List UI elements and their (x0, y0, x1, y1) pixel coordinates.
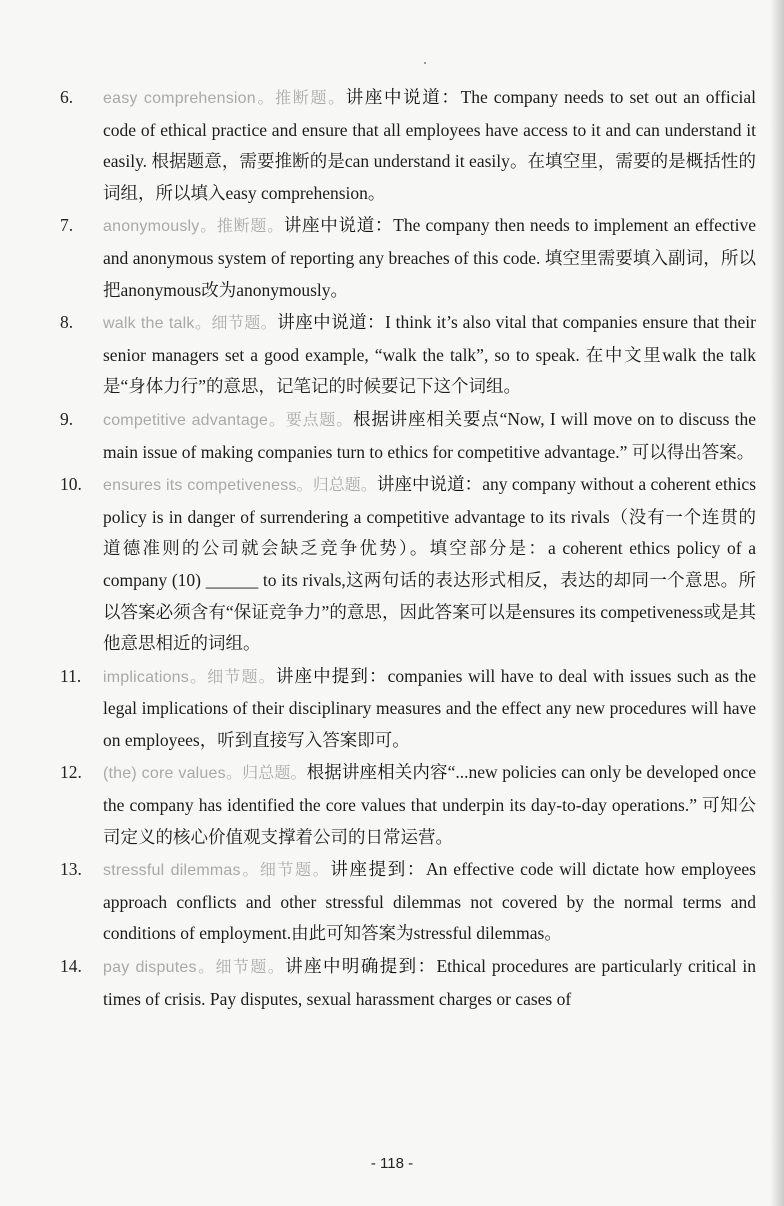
item-body (103, 404, 756, 468)
explanation-text: An effective code will dictate how employees approach conflicts and other stressful dilemmas not covered by the normal terms and conditions of employment.由此可知答案为stressful dilemmas。 (103, 859, 756, 944)
item-body (103, 469, 756, 660)
question-type: 。细节题。 (240, 860, 331, 880)
scan-shadow (770, 0, 784, 1206)
explanation-intro: 讲座中明确提到： (285, 956, 437, 977)
answer-keyword: competitive advantage (103, 411, 269, 429)
answer-item-12 (0, 757, 784, 853)
explanation-intro: 讲座中说道： (376, 474, 483, 495)
explanation-intro: 讲座中说道： (277, 312, 385, 333)
item-body (103, 951, 756, 1015)
answer-keyword: ensures its competiveness (103, 477, 297, 495)
answer-list (0, 82, 784, 1016)
answer-item-7 (0, 210, 784, 306)
item-body (103, 757, 756, 853)
explanation-intro: 根据讲座相关内容 (306, 762, 448, 783)
item-number: 14. (60, 956, 82, 977)
explanation-text: “Now, I will move on to discuss the main issue of making companies turn to ethics for competitive advantage.” 可以得出答案。 (103, 408, 756, 462)
item-number: 9. (60, 408, 74, 429)
answer-keyword: anonymously (103, 218, 200, 236)
answer-keyword: walk the talk (103, 315, 195, 333)
item-number: 12. (60, 762, 82, 783)
item-number: 7. (60, 215, 74, 236)
explanation-text: The company then needs to implement an effective and anonymous system of reporting any breaches of this code. 填空里需要填入副词，所以把anonymous改为anonymously。 (103, 215, 756, 300)
explanation-text: The company needs to set out an official code of ethical practice and ensure that all employees have access to it and can understand it easily. 根据题意，需要推断的是can understand it easily。在填空里，需要的是概括性的词组，所以填入easy comprehension。 (103, 87, 757, 203)
question-type: 。归总题。 (225, 763, 307, 783)
explanation-intro: 讲座提到： (330, 859, 426, 880)
question-type: 。细节题。 (189, 666, 276, 686)
question-type: 。推断题。 (199, 216, 284, 236)
explanation-intro: 讲座中提到： (275, 665, 388, 686)
item-body (103, 661, 756, 757)
answer-keyword: (the) core values (103, 765, 226, 783)
scan-speck (424, 62, 426, 64)
question-type: 。细节题。 (194, 313, 278, 333)
question-type: 。要点题。 (268, 409, 354, 429)
explanation-text: I think it’s also vital that companies ensure that their senior managers set a good example, “walk the talk”, so to speak. 在中文里walk the talk是“身体力行”的意思，记笔记的时候要记下这个词组。 (103, 312, 756, 397)
item-body (103, 82, 756, 209)
explanation-intro: 根据讲座相关要点 (353, 408, 500, 429)
answer-keyword: pay disputes (103, 959, 197, 977)
question-type: 。细节题。 (196, 957, 286, 977)
item-number: 8. (60, 312, 74, 333)
item-number: 6. (60, 87, 74, 107)
explanation-text: Ethical procedures are particularly critical in times of crisis. Pay disputes, sexual harassment charges or cases of (103, 956, 756, 1009)
item-body (103, 307, 756, 403)
answer-item-14 (0, 951, 784, 1015)
item-number: 11. (60, 665, 82, 686)
answer-keyword: implications (103, 668, 189, 686)
explanation-text: any company without a coherent ethics policy is in danger of surrendering a competitive advantage to its rivals（没有一个连贯的道德准则的公司就会缺乏竞争优势）。填空部分是：a coherent ethics policy of a company (10) ______ to its rivals,这两句话的表达形式相反，表达的却同一个意思。所以答案必须含有“保证竞争力”的意思，因此答案可以是ensures its competiveness或是其他意思相近的词组。 (103, 474, 757, 654)
item-number: 10. (60, 474, 82, 495)
answer-item-13 (0, 854, 784, 950)
question-type: 。推断题。 (255, 88, 346, 107)
answer-keyword: stressful dilemmas (103, 862, 241, 880)
answer-item-11 (0, 661, 784, 757)
explanation-intro: 讲座中说道： (283, 215, 394, 236)
page-number: - 118 - (370, 1155, 414, 1172)
item-body (103, 854, 756, 950)
answer-item-10 (0, 469, 784, 660)
explanation-text: companies will have to deal with issues such as the legal implications of their disciplinary measures and the effect any new procedures will have on employees，听到直接写入答案即可。 (103, 665, 757, 750)
item-body (103, 210, 756, 306)
question-type: 。归总题。 (296, 475, 377, 495)
explanation-text: “...new policies can only be developed once the company has identified the core values that underpin its day-to-day operations.” 可知公司定义的核心价值观支撑着公司的日常运营。 (103, 762, 756, 847)
answer-item-9 (0, 404, 784, 468)
item-number: 13. (60, 859, 82, 880)
answer-item-6 (0, 82, 784, 209)
explanation-intro: 讲座中说道： (345, 87, 461, 107)
answer-keyword: easy comprehension (103, 90, 256, 107)
answer-item-8 (0, 307, 784, 403)
